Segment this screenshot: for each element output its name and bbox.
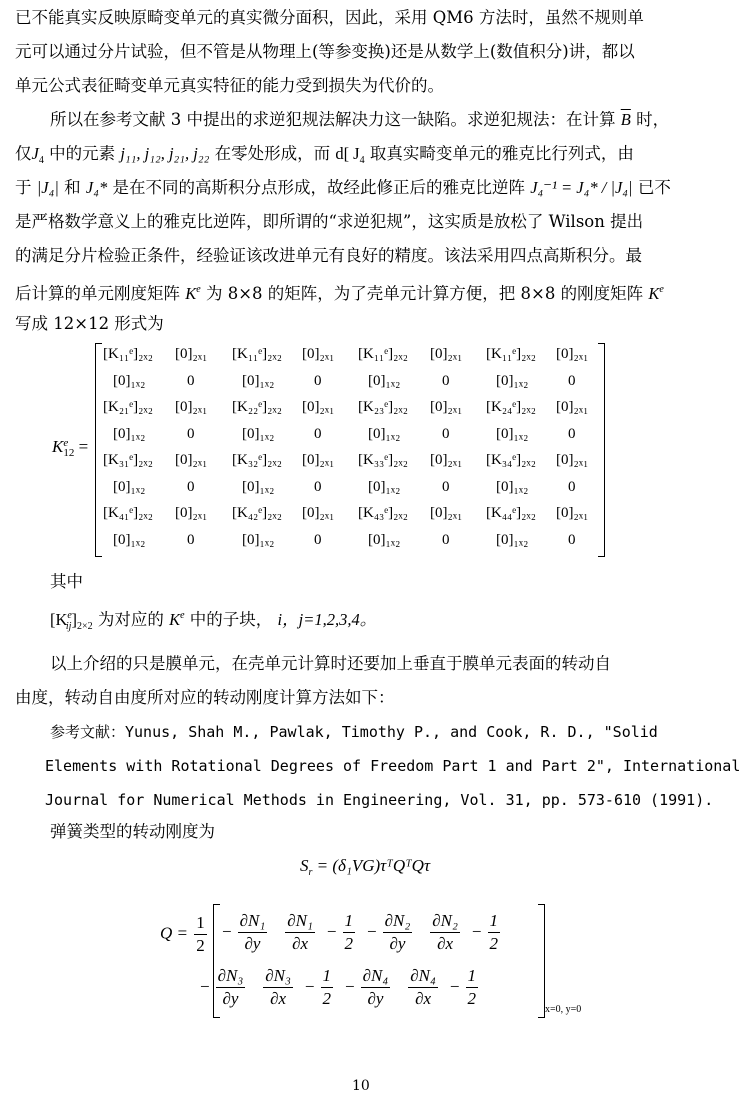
where-label: 其中 xyxy=(50,572,83,591)
spring-equation xyxy=(300,856,430,878)
fraction xyxy=(263,965,293,1010)
fraction-numerator: 1 xyxy=(466,965,479,988)
math-symbol: K xyxy=(185,284,197,303)
text-segment: 所以在参考文献 3 中提出的求逆犯规法解决力这一缺陷。求逆犯规法：在计算 xyxy=(50,110,616,129)
fraction-numerator: 1 xyxy=(321,965,334,988)
evaluation-point: x=0, y=0 xyxy=(545,1004,582,1015)
minus-sign: − xyxy=(449,977,460,997)
matrix-cell: [K₃₃ᵉ]₂ₓ₂ xyxy=(358,452,408,468)
math-expression: j₁₁, j₁₂, j₂₁, j₂₂ xyxy=(120,144,210,163)
matrix-cell: [0]₁ₓ₂ xyxy=(242,425,275,442)
matrix-cell: 0 xyxy=(187,425,195,442)
matrix-cell: [K₁₁ᵉ]₂ₓ₂ xyxy=(103,346,153,362)
matrix-cell: [0]₂ₓ₁ xyxy=(175,399,208,415)
text-segment: 仅 xyxy=(15,144,32,163)
matrix-cell: 0 xyxy=(568,478,576,495)
minus-sign: − xyxy=(367,922,377,942)
q-row-2 xyxy=(200,965,490,1010)
paragraph-line: 写成 12×12 形式为 xyxy=(15,314,164,333)
q-term xyxy=(279,911,321,953)
q-term xyxy=(304,966,339,1008)
paragraph-line: 单元公式表征畸变单元真实特征的能力受到损失为代价的。 xyxy=(15,76,444,95)
math-subscript: r xyxy=(308,867,313,878)
matrix-cell: 0 xyxy=(568,531,576,548)
matrix-cell: [K₂₁ᵉ]₂ₓ₂ xyxy=(103,399,153,415)
matrix-cell: [0]₁ₓ₂ xyxy=(113,425,146,442)
index-range: i，j=1,2,3,4。 xyxy=(277,610,377,629)
matrix-cell: [0]₂ₓ₁ xyxy=(430,452,463,468)
matrix-cell: 0 xyxy=(442,372,450,389)
matrix-cell: [0]₂ₓ₁ xyxy=(302,399,335,415)
math-symbol: J xyxy=(31,144,39,163)
fraction-numerator: ∂N₁ xyxy=(238,910,268,933)
fraction-numerator: 1 xyxy=(343,910,356,933)
fraction-denominator: ∂x xyxy=(415,989,432,1008)
text-segment: 已不 xyxy=(637,178,671,197)
text-segment: 中的元素 xyxy=(49,144,116,163)
matrix-cell: [0]₁ₓ₂ xyxy=(368,425,401,442)
fraction-denominator: ∂y xyxy=(244,934,261,953)
matrix-cell: [K₁₁ᵉ]₂ₓ₂ xyxy=(358,346,408,362)
fraction xyxy=(383,910,413,955)
matrix-cell: [0]₁ₓ₂ xyxy=(368,478,401,495)
matrix-cell: [0]₂ₓ₁ xyxy=(302,452,335,468)
math-symbol: K xyxy=(169,610,181,629)
q-term xyxy=(200,966,251,1008)
text-segment: 为对应的 xyxy=(97,610,164,629)
matrix-cell: [K₂₂ᵉ]₂ₓ₂ xyxy=(232,399,282,415)
matrix-cell: [K₄₄ᵉ]₂ₓ₂ xyxy=(486,505,536,521)
matrix-cell: [0]₂ₓ₁ xyxy=(556,399,589,415)
fraction xyxy=(238,910,268,955)
where-definition xyxy=(50,604,376,639)
matrix-cell: [0]₁ₓ₂ xyxy=(496,531,529,548)
fraction-denominator: ∂y xyxy=(389,934,406,953)
fraction-numerator: ∂N₁ xyxy=(285,910,315,933)
matrix-cell: [0]₂ₓ₁ xyxy=(175,505,208,521)
text-segment: 取真实畸变单元的雅克比行列式，由 xyxy=(369,144,634,163)
matrix-cell: [0]₁ₓ₂ xyxy=(496,425,529,442)
paragraph-line xyxy=(15,176,671,200)
paragraph-line: 的满足分片检验正条件，经验证该改进单元有良好的精度。该法采用四点高斯积分。最 xyxy=(15,246,642,265)
matrix-label-base: K xyxy=(52,437,64,456)
spring-label: 弹簧类型的转动刚度为 xyxy=(50,822,215,841)
block-symbol: $[K^e_{ij}]_{2\times 2}$ xyxy=(50,610,93,632)
matrix-label-sub: 12 xyxy=(63,447,75,460)
paragraph-line xyxy=(15,142,634,173)
reference-line: 参考文献：Yunus, Shah M., Pawlak, Timothy P., and Cook, R. D., "Solid xyxy=(50,723,658,741)
evaluation-bar xyxy=(543,904,545,1016)
math-symbol: S xyxy=(300,856,309,875)
matrix-cell: 0 xyxy=(314,478,322,495)
minus-sign: − xyxy=(304,977,315,997)
fraction xyxy=(216,965,246,1010)
matrix-cell: [0]₁ₓ₂ xyxy=(242,478,275,495)
text-segment: 和 xyxy=(64,178,81,197)
math-symbol: Q = xyxy=(160,923,188,943)
text-segment: 后计算的单元刚度矩阵 xyxy=(15,284,180,303)
matrix-cell: [0]₂ₓ₁ xyxy=(175,346,208,362)
matrix-cell: 0 xyxy=(442,425,450,442)
minus-sign: − xyxy=(471,922,482,942)
q-term xyxy=(326,911,361,953)
fraction xyxy=(343,910,356,955)
garbled-glyph: d[ J xyxy=(335,144,360,163)
q-term xyxy=(424,911,466,953)
fraction xyxy=(361,965,391,1010)
matrix-cell: [K₄₂ᵉ]₂ₓ₂ xyxy=(232,505,282,521)
minus-sign: − xyxy=(200,977,210,997)
fraction-denominator: 2 xyxy=(344,934,353,953)
fraction-numerator: ∂N₃ xyxy=(216,965,246,988)
fraction-denominator: ∂y xyxy=(222,989,239,1008)
math-symbol: K xyxy=(648,284,660,303)
fraction-denominator: ∂x xyxy=(437,934,454,953)
matrix-cell: [0]₁ₓ₂ xyxy=(113,478,146,495)
matrix-cell: [0]₂ₓ₁ xyxy=(556,452,589,468)
matrix-cell: 0 xyxy=(187,478,195,495)
matrix-cell: 0 xyxy=(568,425,576,442)
fraction xyxy=(321,965,334,1010)
matrix-cell: [0]₂ₓ₁ xyxy=(430,399,463,415)
math-expression: J₄⁻¹ = J₄* / |J₄| xyxy=(530,178,633,197)
matrix-cell: [0]₁ₓ₂ xyxy=(496,372,529,389)
matrix-cell: 0 xyxy=(568,372,576,389)
fraction-numerator: ∂N₄ xyxy=(361,965,391,988)
matrix-cell: [K₂₄ᵉ]₂ₓ₂ xyxy=(486,399,536,415)
q-definition xyxy=(160,912,213,957)
fraction xyxy=(285,910,315,955)
matrix-cell: [0]₁ₓ₂ xyxy=(368,531,401,548)
matrix-cell: [0]₁ₓ₂ xyxy=(242,531,275,548)
page-number: 10 xyxy=(352,1078,370,1094)
text-segment: 是在不同的高斯积分点形成，故经此修正后的雅克比逆阵 xyxy=(112,178,525,197)
paragraph-line: 已不能真实反映原畸变单元的真实微分面积，因此，采用 QM6 方法时，虽然不规则单 xyxy=(15,8,644,27)
text-segment: 时， xyxy=(636,110,670,129)
matrix-cell: [0]₁ₓ₂ xyxy=(113,531,146,548)
matrix-cell: [0]₂ₓ₁ xyxy=(302,505,335,521)
matrix-cell: [K₄₁ᵉ]₂ₓ₂ xyxy=(103,505,153,521)
matrix-cell: 0 xyxy=(314,425,322,442)
matrix-cell: [0]₂ₓ₁ xyxy=(430,505,463,521)
paragraph-line: 元可以通过分片试验，但不管是从物理上(等参变换)还是从数学上(数值积分)讲，都以 xyxy=(15,42,635,61)
matrix-cell: [0]₁ₓ₂ xyxy=(368,372,401,389)
fraction-numerator: ∂N₂ xyxy=(383,910,413,933)
fraction-half: $\frac{1}{2}$ xyxy=(196,913,205,955)
q-term xyxy=(471,911,506,953)
matrix-cell: [K₃₁ᵉ]₂ₓ₂ xyxy=(103,452,153,468)
math-expression: |J₄| xyxy=(36,178,59,197)
matrix-cell: [0]₁ₓ₂ xyxy=(242,372,275,389)
paragraph-line: 以上介绍的只是膜单元，在壳单元计算时还要加上垂直于膜单元表面的转动自 xyxy=(50,654,611,673)
q-term xyxy=(402,966,444,1008)
matrix-cell: [0]₂ₓ₁ xyxy=(175,452,208,468)
text-segment: 在零处形成，而 xyxy=(214,144,331,163)
q-term xyxy=(449,966,484,1008)
paragraph-line: 由度，转动自由度所对应的转动刚度计算方法如下： xyxy=(15,688,395,707)
q-term xyxy=(257,966,299,1008)
math-superscript: e xyxy=(180,610,185,621)
fraction-denominator: 2 xyxy=(467,989,476,1008)
fraction-denominator: 2 xyxy=(489,934,498,953)
minus-sign: − xyxy=(345,977,355,997)
math-subscript: 4 xyxy=(359,155,365,166)
matrix-label xyxy=(52,437,88,458)
fraction xyxy=(408,965,438,1010)
text-segment: 于 xyxy=(15,178,32,197)
matrix-cell: [0]₁ₓ₂ xyxy=(113,372,146,389)
q-term xyxy=(367,911,418,953)
text-segment: 为 8×8 的矩阵，为了壳单元计算方便，把 8×8 的刚度矩阵 xyxy=(205,284,644,303)
q-term xyxy=(222,911,273,953)
paragraph-line xyxy=(50,108,669,132)
minus-sign: − xyxy=(222,922,232,942)
matrix-cell: [K₃₄ᵉ]₂ₓ₂ xyxy=(486,452,536,468)
matrix-cell: 0 xyxy=(187,531,195,548)
math-superscript: e xyxy=(659,284,664,295)
matrix-cell: [0]₂ₓ₁ xyxy=(302,346,335,362)
q-row-1 xyxy=(222,910,512,955)
equals-sign: = xyxy=(78,437,89,456)
math-superscript: e xyxy=(196,284,201,295)
math-expression: J₄* xyxy=(85,178,108,197)
fraction-denominator: ∂x xyxy=(292,934,309,953)
reference-line: Journal for Numerical Methods in Engineering, Vol. 31, pp. 573-610 (1991). xyxy=(45,791,714,809)
matrix-cell: 0 xyxy=(442,531,450,548)
matrix-cell: [0]₁ₓ₂ xyxy=(496,478,529,495)
math-expression: = (δ₁VG)τᵀQᵀQτ xyxy=(316,856,431,875)
text-segment: 中的子块， xyxy=(189,610,273,629)
fraction-numerator: ∂N₃ xyxy=(263,965,293,988)
matrix-cell: [K₄₃ᵉ]₂ₓ₂ xyxy=(358,505,408,521)
matrix-cell: [0]₂ₓ₁ xyxy=(556,346,589,362)
fraction-denominator: 2 xyxy=(322,989,331,1008)
fraction-numerator: ∂N₄ xyxy=(408,965,438,988)
matrix-cell: 0 xyxy=(187,372,195,389)
q-term xyxy=(345,966,396,1008)
fraction xyxy=(488,910,501,955)
matrix-cell: 0 xyxy=(442,478,450,495)
fraction-numerator: ∂N₂ xyxy=(430,910,460,933)
reference-line: Elements with Rotational Degrees of Freedom Part 1 and Part 2", International xyxy=(45,757,741,775)
matrix-label-sup: e xyxy=(63,437,69,450)
matrix-cell: 0 xyxy=(314,372,322,389)
paragraph-line: 是严格数学意义上的雅克比逆阵，即所谓的“求逆犯规”，这实质是放松了 Wilson 提出 xyxy=(15,212,644,231)
matrix-cell: [0]₂ₓ₁ xyxy=(430,346,463,362)
matrix-cell: 0 xyxy=(314,531,322,548)
matrix-left-bracket xyxy=(95,343,102,557)
fraction xyxy=(430,910,460,955)
math-symbol: $\overline{B}$ xyxy=(620,110,631,129)
matrix-cell: [K₂₃ᵉ]₂ₓ₂ xyxy=(358,399,408,415)
math-subscript: 4 xyxy=(38,155,44,166)
paragraph-line xyxy=(15,278,664,306)
minus-sign: − xyxy=(326,922,337,942)
matrix-cell: [K₁₁ᵉ]₂ₓ₂ xyxy=(486,346,536,362)
matrix-cell: [0]₂ₓ₁ xyxy=(556,505,589,521)
matrix-cell: [K₃₂ᵉ]₂ₓ₂ xyxy=(232,452,282,468)
fraction-denominator: ∂y xyxy=(367,989,384,1008)
matrix-right-bracket xyxy=(598,343,605,557)
matrix-cell: [K₁₁ᵉ]₂ₓ₂ xyxy=(232,346,282,362)
fraction-denominator: ∂x xyxy=(270,989,287,1008)
fraction xyxy=(466,965,479,1010)
fraction-numerator: 1 xyxy=(488,910,501,933)
